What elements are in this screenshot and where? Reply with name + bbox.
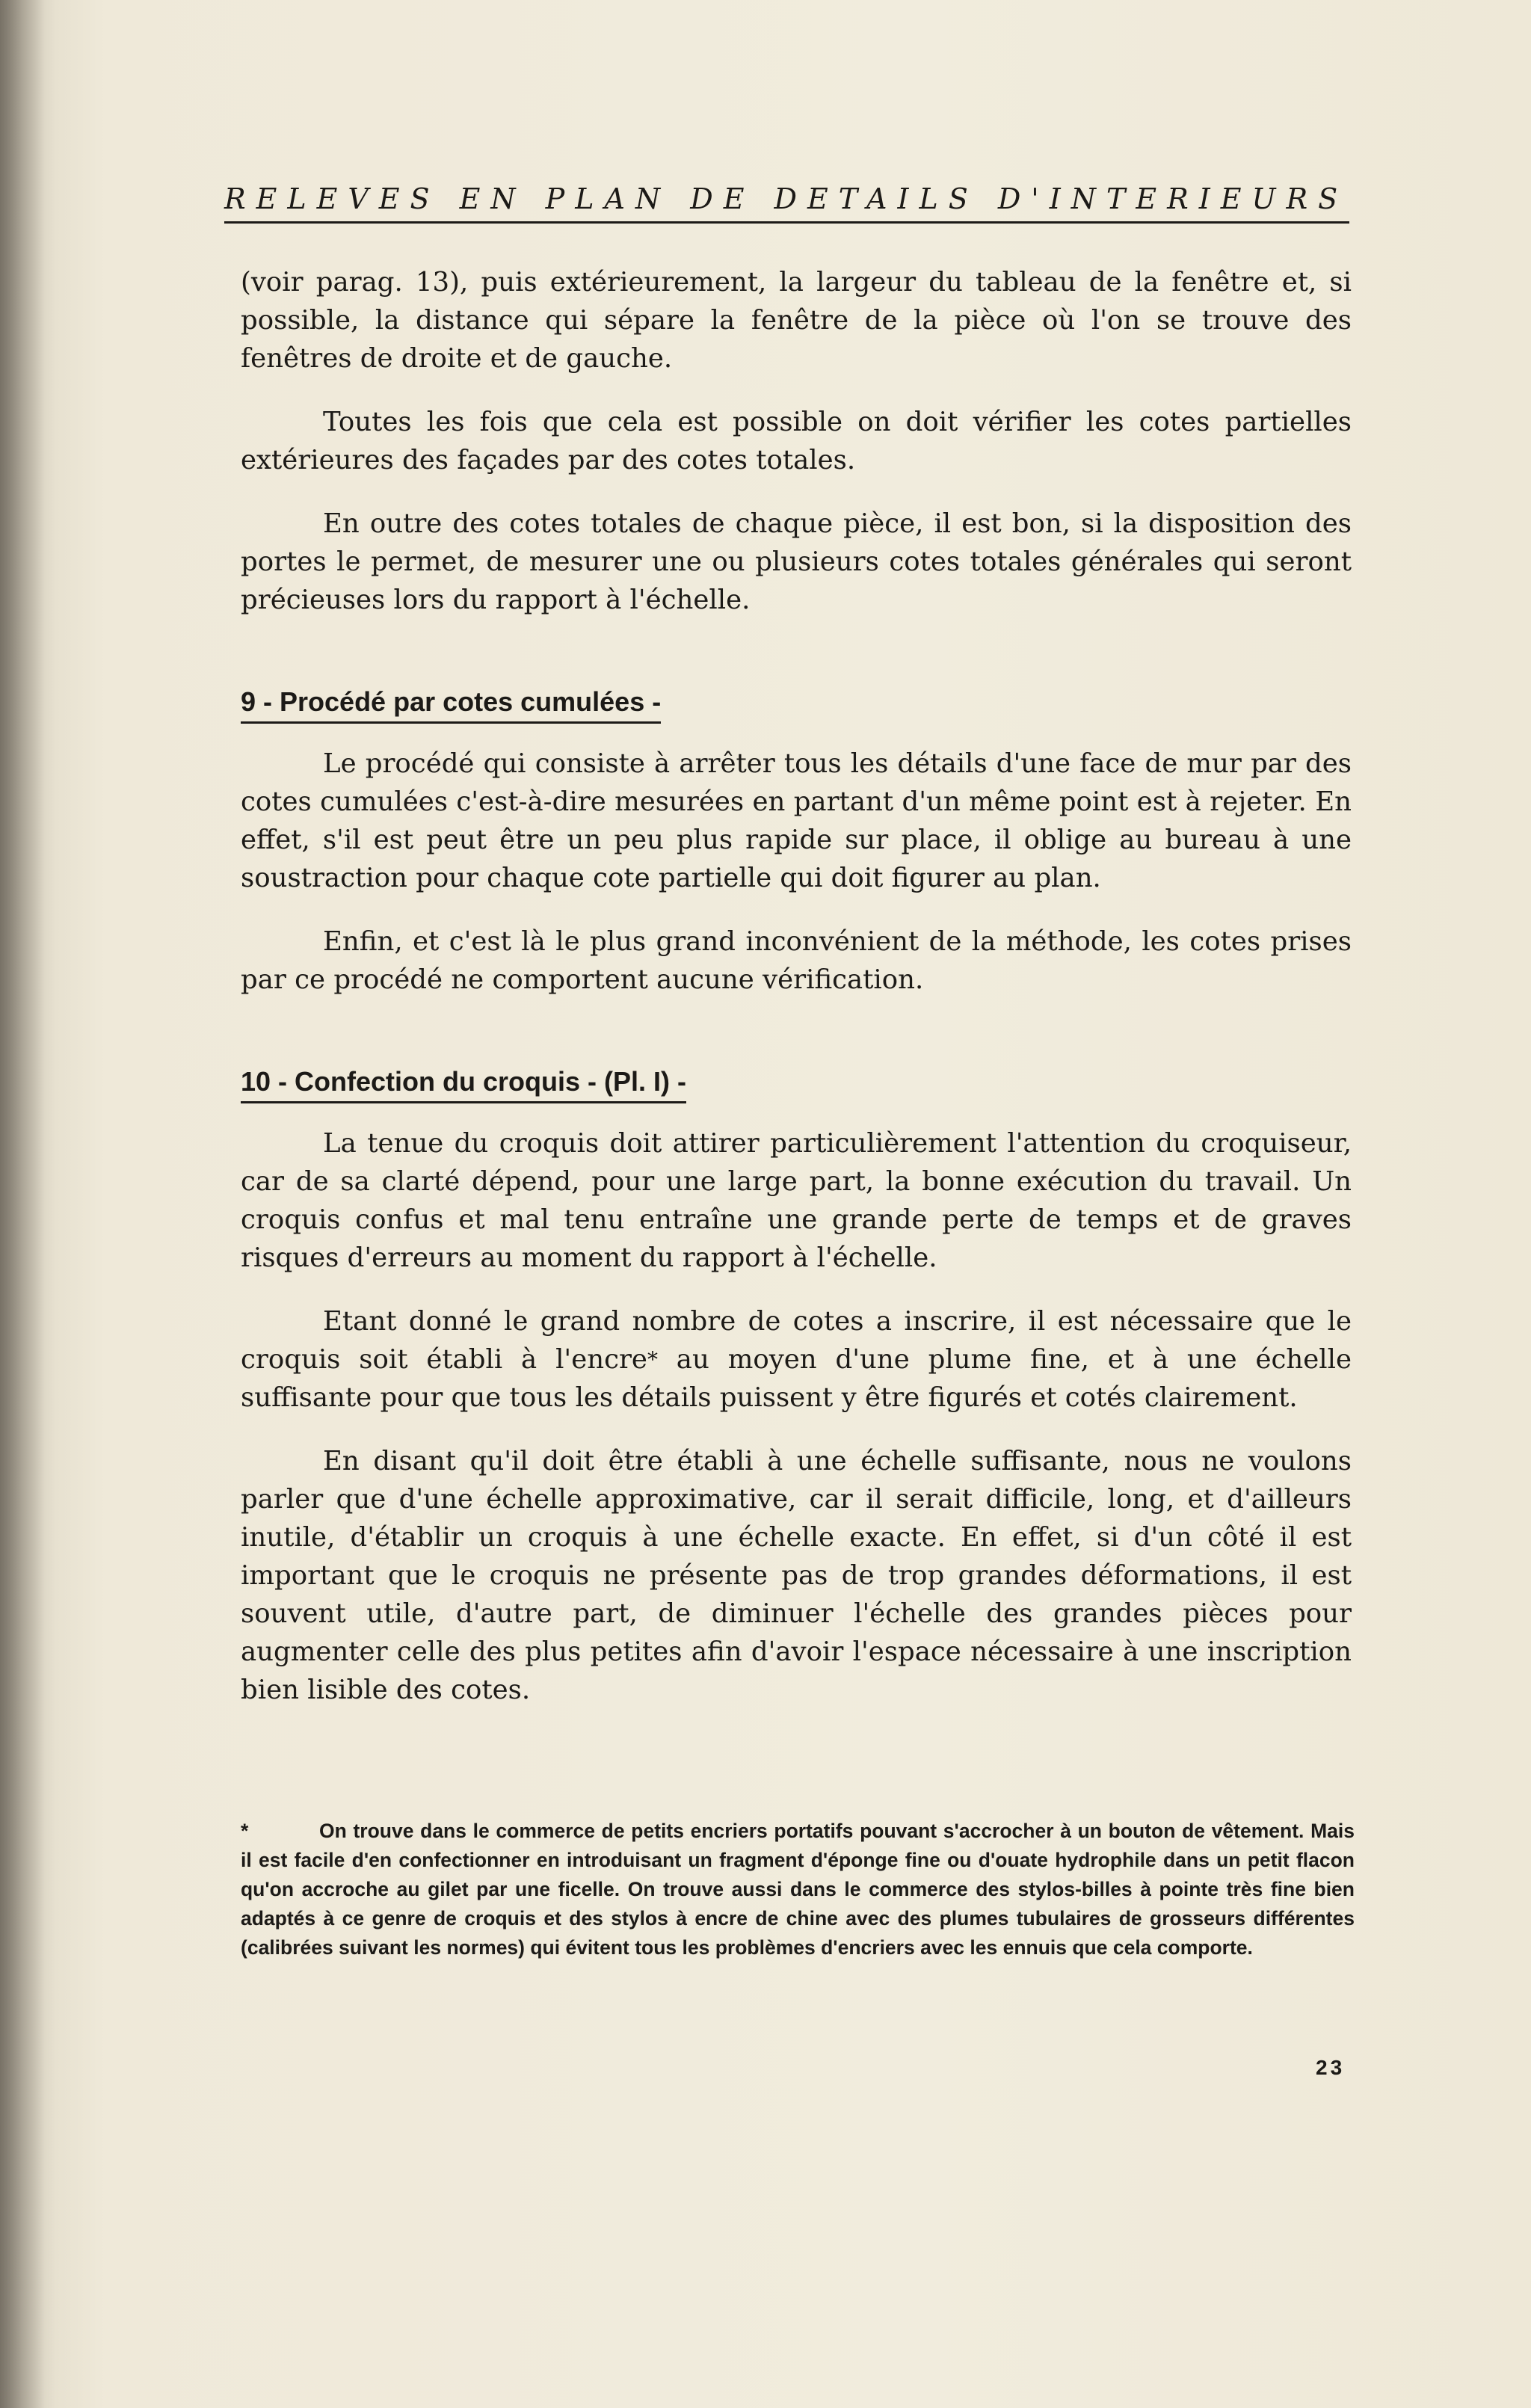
paragraph-cotes-totales: En outre des cotes totales de chaque pièce, il est bon, si la disposition des portes le permet, de mesurer une ou plusieurs cotes totales générales qui seront précieuses lors du rapport à l'échelle. xyxy=(241,508,1352,615)
section-10 xyxy=(241,1024,1352,1124)
page-number: 23 xyxy=(1316,2056,1346,2079)
footnote-mark: * xyxy=(241,1820,249,1842)
paragraph-verification: Toutes les fois que cela est possible on doit vérifier les cotes partielles extérieures des façades par des cotes totales. xyxy=(241,407,1352,475)
section-10-paragraph-3: En disant qu'il doit être établi à une échelle suffisante, nous ne voulons parler que d'une échelle approximative, car il serait difficile, long, et d'ailleurs inutile, d'établir un croquis à une échelle exacte. En effet, si d'un côté il est important que le croquis ne présente pas de trop grandes déformations, il est souvent utile, d'autre part, de diminuer l'échelle des grandes pièces pour augmenter celle des plus petites afin d'avoir l'espace nécessaire à une inscription bien lisible des cotes. xyxy=(241,1446,1352,1705)
footnote-reference-mark: * xyxy=(647,1347,658,1372)
section-10-paragraph-2-end: au moyen d'une plume fine, et à une échelle suffisante pour que tous les détails puissent y être figurés et cotés clairement. xyxy=(241,1344,1352,1413)
paragraph-continued: (voir parag. 13), puis extérieurement, la largeur du tableau de la fenêtre et, si possible, la distance qui sépare la fenêtre de la pièce où l'on se trouve des fenêtres de droite et de gauche. xyxy=(241,267,1352,374)
section-10-heading: 10 - Confection du croquis - (Pl. I) - xyxy=(241,1065,686,1103)
section-9-heading: 9 - Procédé par cotes cumulées - xyxy=(241,685,661,724)
section-10-paragraph-2-start: Etant donné le grand nombre de cotes a inscrire, il est nécessaire que le croquis soit établi à l'encre xyxy=(241,1306,1352,1375)
footnote xyxy=(241,1817,1355,1962)
running-head: RELEVES EN PLAN DE DETAILS D'INTERIEURS xyxy=(224,182,1349,224)
section-9-paragraph-2: Enfin, et c'est là le plus grand inconvénient de la méthode, les cotes prises par ce procédé ne comportent aucune vérification. xyxy=(241,926,1352,995)
section-10-paragraph-1: La tenue du croquis doit attirer particulièrement l'attention du croquiseur, car de sa clarté dépend, pour une large part, la bonne exécution du travail. Un croquis confus et mal tenu entraîne une grande perte de temps et de graves risques d'erreurs au moment du rapport à l'échelle. xyxy=(241,1128,1352,1273)
page-body xyxy=(241,263,1352,1734)
section-10-paragraph-2 xyxy=(241,1302,1352,1417)
section-9-paragraph-1: Le procédé qui consiste à arrêter tous les détails d'une face de mur par des cotes cumulées c'est-à-dire mesurées en partant d'un même point est à rejeter. En effet, s'il est peut être un peu plus rapide sur place, il oblige au bureau à une soustraction pour chaque cote partielle qui doit figurer au plan. xyxy=(241,748,1352,893)
section-9 xyxy=(241,644,1352,745)
footnote-text: On trouve dans le commerce de petits encriers portatifs pouvant s'accrocher à un bouton de vêtement. Mais il est facile d'en confectionner en introduisant un fragment d'éponge fine ou d'ouate hydrophile dans un petit flacon qu'on accroche au gilet par une ficelle. On trouve aussi dans le commerce des stylos-billes à pointe très fine bien adaptés à ce genre de croquis et des stylos à encre de chine avec des plumes tubulaires de grosseurs différentes (calibrées suivant les normes) qui évitent tous les problèmes d'encriers avec les ennuis que cela comporte. xyxy=(241,1820,1355,1959)
spine-shadow xyxy=(0,0,45,2408)
